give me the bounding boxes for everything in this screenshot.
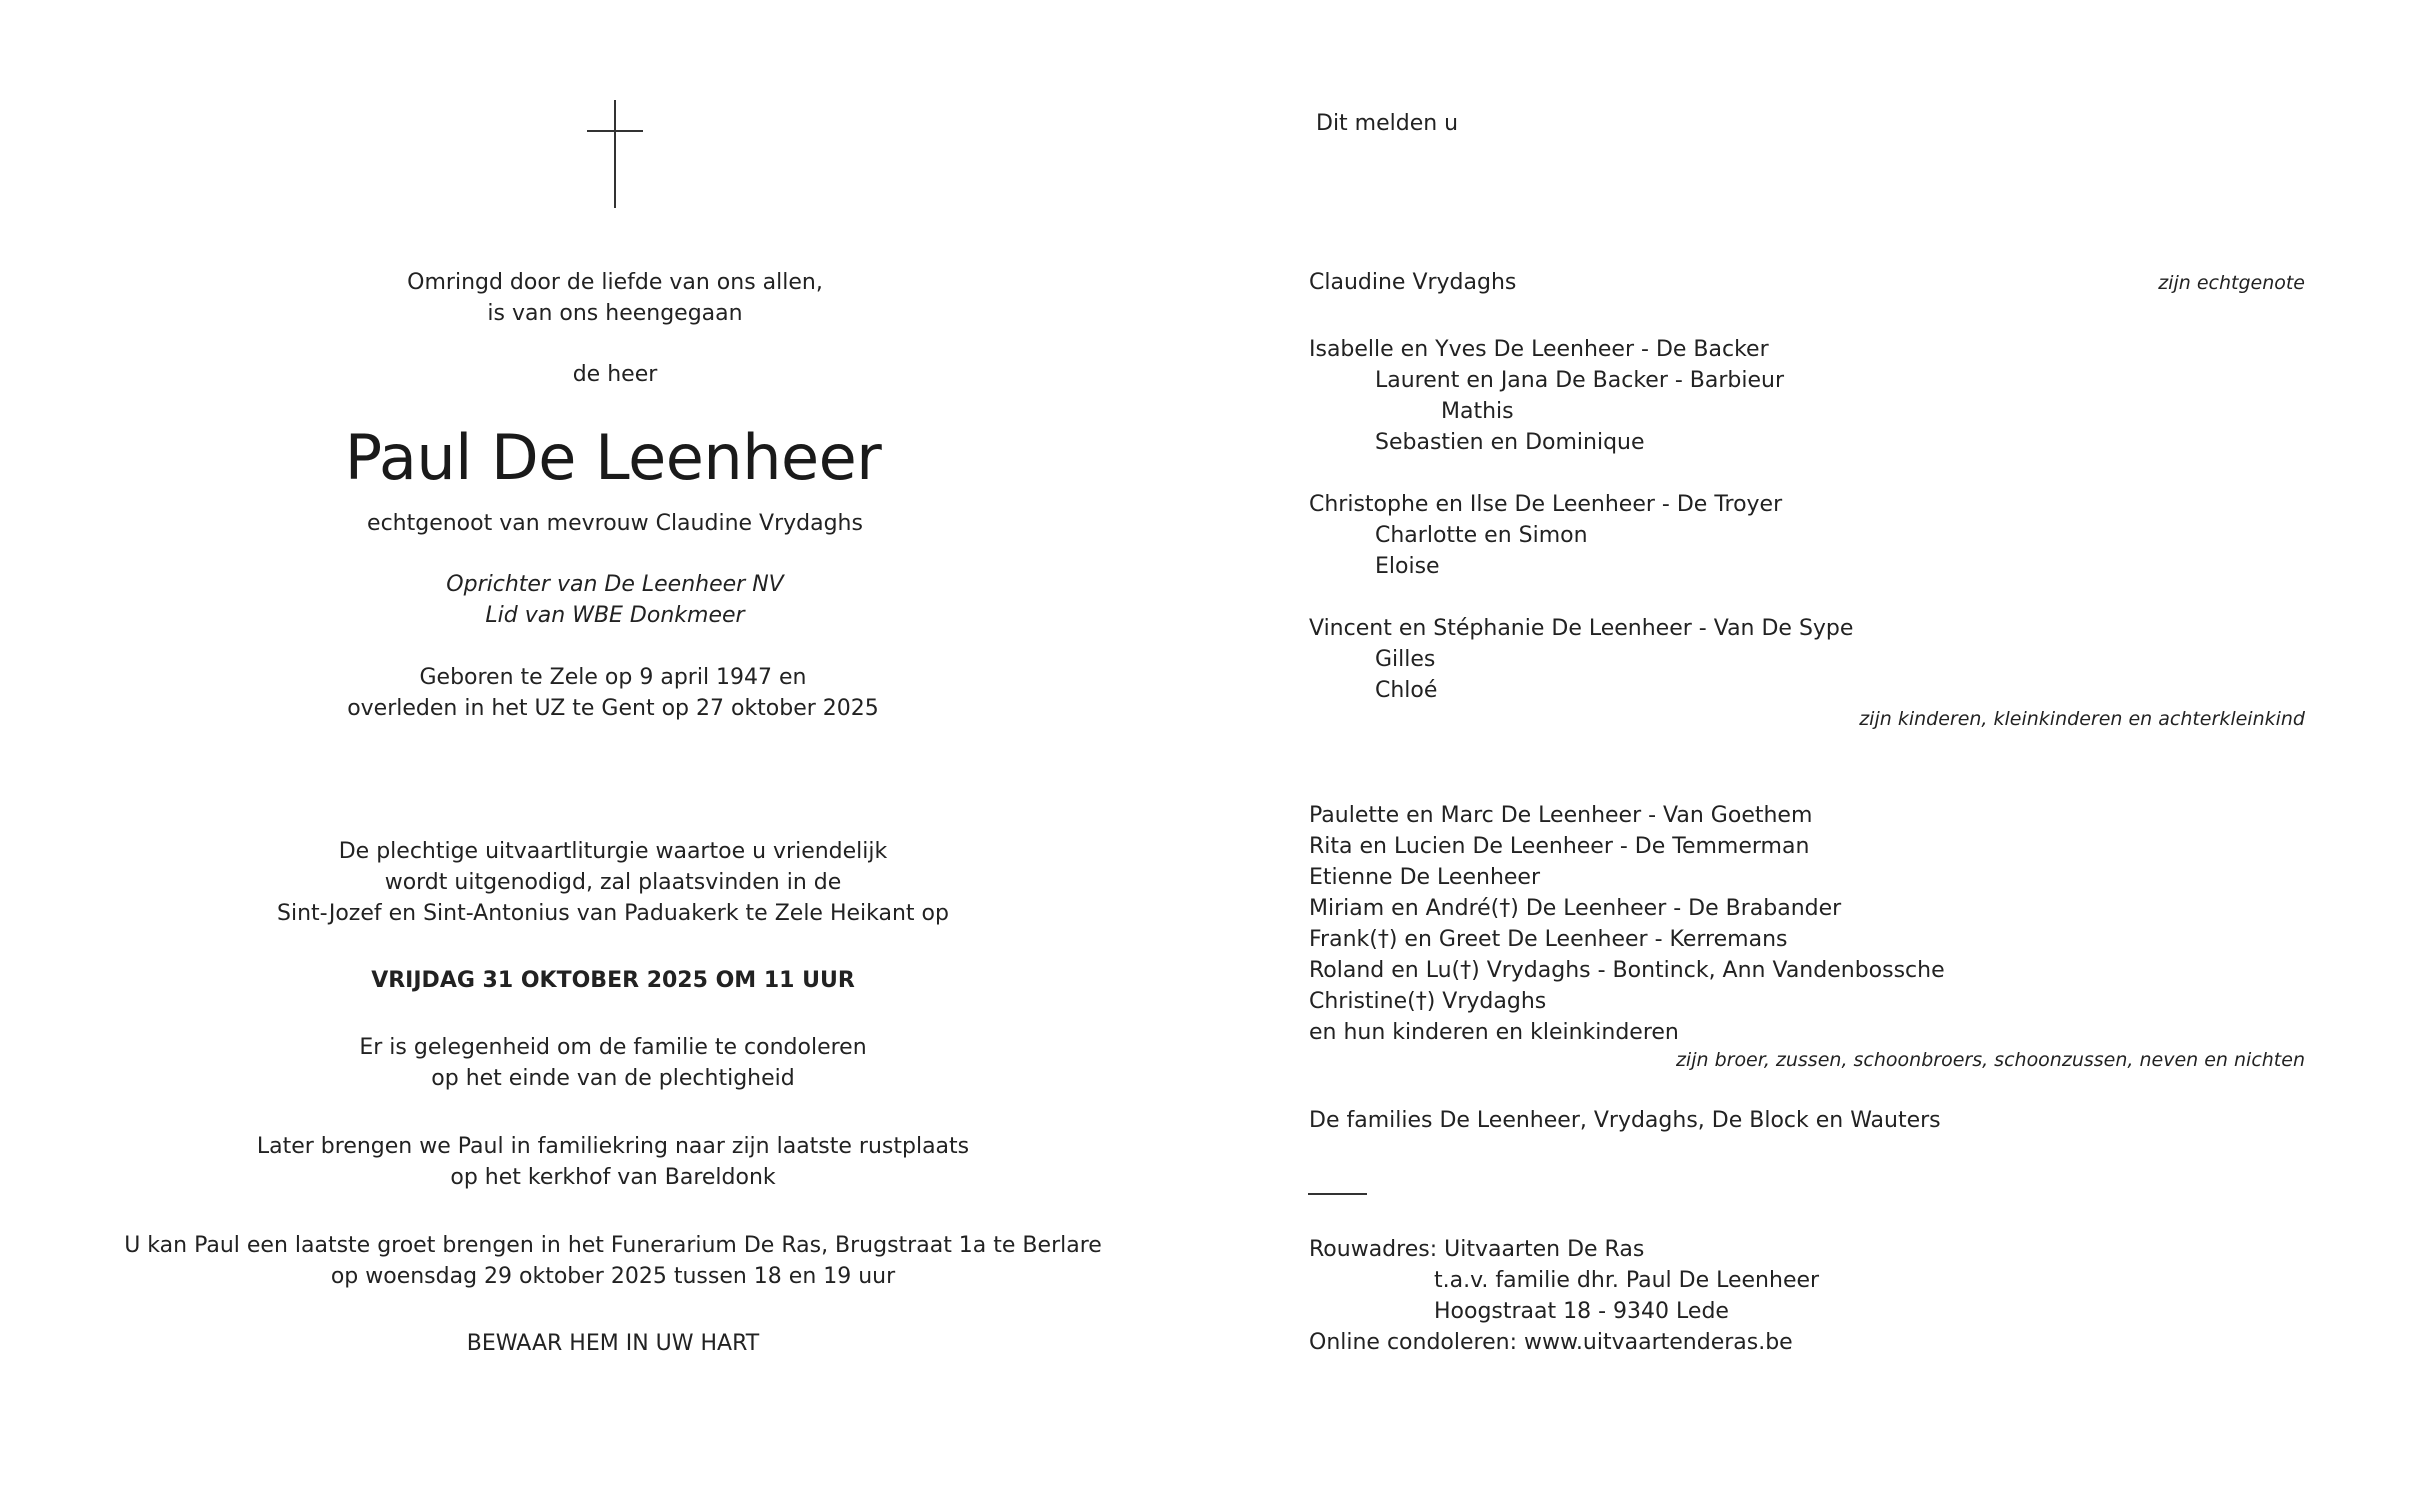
grandchild-1-2: Sebastien en Dominique — [1375, 430, 1645, 455]
online-condolence: Online condoleren: www.uitvaartenderas.be — [1309, 1330, 1793, 1355]
sibling-8: en hun kinderen en kleinkinderen — [1309, 1020, 1679, 1045]
siblings-relation: zijn broer, zussen, schoonbroers, schoonzussen, neven en nichten — [1675, 1049, 2305, 1071]
spouse-line: echtgenoot van mevrouw Claudine Vrydaghs — [367, 511, 863, 536]
families-line: De families De Leenheer, Vrydaghs, De Block en Wauters — [1309, 1108, 1941, 1133]
grandchild-1-1: Laurent en Jana De Backer - Barbieur — [1375, 368, 1785, 393]
ceremony-date: VRIJDAG 31 OKTOBER 2025 OM 11 UUR — [371, 968, 855, 993]
grandchild-3-1: Gilles — [1375, 647, 1436, 672]
ceremony-line-2: wordt uitgenodigd, zal plaatsvinden in de — [384, 870, 842, 895]
burial-line-1: Later brengen we Paul in familiekring naar zijn laatste rustplaats — [256, 1134, 970, 1159]
spouse-name: Claudine Vrydaghs — [1309, 270, 1517, 295]
visit-line-1: U kan Paul een laatste groet brengen in het Funerarium De Ras, Brugstraat 1a te Berlare — [124, 1233, 1102, 1258]
intro-line-2: is van ons heengegaan — [487, 301, 743, 326]
sibling-2: Rita en Lucien De Leenheer - De Temmerman — [1309, 834, 1810, 859]
death-line: overleden in het UZ te Gent op 27 oktober 2025 — [347, 696, 879, 721]
sibling-4: Miriam en André(†) De Leenheer - De Brabander — [1309, 896, 1842, 921]
sibling-3: Etienne De Leenheer — [1309, 865, 1540, 890]
child-2: Christophe en Ilse De Leenheer - De Troyer — [1309, 492, 1783, 517]
children-relation: zijn kinderen, kleinkinderen en achterkleinkind — [1859, 708, 2305, 730]
ceremony-line-1: De plechtige uitvaartliturgie waartoe u vriendelijk — [338, 839, 888, 864]
deceased-name: Paul De Leenheer — [344, 421, 882, 494]
grandchild-3-2: Chloé — [1375, 678, 1438, 703]
sibling-1: Paulette en Marc De Leenheer - Van Goethem — [1309, 803, 1813, 828]
condolence-line-1: Er is gelegenheid om de familie te condoleren — [359, 1035, 867, 1060]
great-grandchild-1: Mathis — [1441, 399, 1514, 424]
sibling-6: Roland en Lu(†) Vrydaghs - Bontinck, Ann Vandenbossche — [1309, 958, 1945, 983]
condolence-line-2: op het einde van de plechtigheid — [431, 1066, 795, 1091]
intro-line-1: Omringd door de liefde van ons allen, — [407, 270, 823, 295]
closing-line: BEWAAR HEM IN UW HART — [466, 1331, 760, 1356]
divider — [1308, 1193, 1367, 1195]
announcement-header: Dit melden u — [1316, 111, 1459, 136]
child-1: Isabelle en Yves De Leenheer - De Backer — [1309, 337, 1769, 362]
sibling-7: Christine(†) Vrydaghs — [1309, 989, 1547, 1014]
mourning-address-3: Hoogstraat 18 - 9340 Lede — [1434, 1299, 1729, 1324]
ceremony-line-3: Sint-Jozef en Sint-Antonius van Paduakerk te Zele Heikant op — [277, 901, 949, 926]
honorific: de heer — [572, 362, 658, 387]
grandchild-2-1: Charlotte en Simon — [1375, 523, 1588, 548]
role-member: Lid van WBE Donkmeer — [485, 603, 745, 628]
spouse-relation: zijn echtgenote — [2158, 272, 2305, 294]
sibling-5: Frank(†) en Greet De Leenheer - Kerremans — [1309, 927, 1788, 952]
mourning-address-1: Rouwadres: Uitvaarten De Ras — [1309, 1237, 1645, 1262]
cross-icon — [614, 100, 616, 208]
cross-icon-bar — [587, 130, 643, 132]
burial-line-2: op het kerkhof van Bareldonk — [450, 1165, 776, 1190]
grandchild-2-2: Eloise — [1375, 554, 1440, 579]
child-3: Vincent en Stéphanie De Leenheer - Van De Sype — [1309, 616, 1854, 641]
birth-line: Geboren te Zele op 9 april 1947 en — [419, 665, 807, 690]
role-founder: Oprichter van De Leenheer NV — [446, 572, 784, 597]
visit-line-2: op woensdag 29 oktober 2025 tussen 18 en 19 uur — [330, 1264, 896, 1289]
mourning-address-2: t.a.v. familie dhr. Paul De Leenheer — [1434, 1268, 1820, 1293]
